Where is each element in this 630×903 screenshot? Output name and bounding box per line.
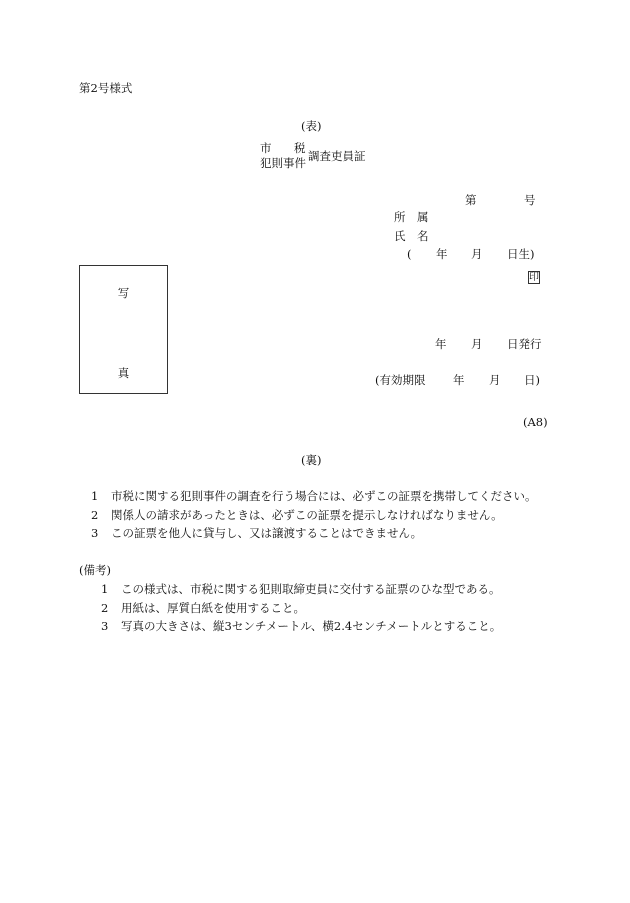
number-go: 号 (524, 193, 536, 207)
issue-month: 月 (471, 337, 483, 351)
birth-month: 月 (471, 247, 483, 261)
number-dai: 第 (465, 193, 477, 207)
title-stack-tax: 税 (294, 141, 306, 155)
issue-year: 年 (435, 337, 447, 351)
seal-char: 印 (529, 272, 539, 283)
title-main: 調査吏員証 (308, 149, 366, 163)
name-label: 氏 名 (394, 229, 429, 243)
list-item-number: 3 (101, 619, 109, 633)
validity-day: 日) (524, 373, 540, 387)
list-item-number: 2 (101, 601, 109, 615)
front-side-label: (表) (301, 119, 322, 133)
list-item-number: 3 (91, 526, 99, 540)
list-item-text: この証票を他人に貸与し、又は譲渡することはできません。 (111, 526, 423, 540)
list-item (101, 603, 305, 615)
list-item (91, 528, 422, 540)
list-item-text: 写真の大きさは、縦3センチメートル、横2.4センチメートルとすること。 (121, 619, 502, 633)
remarks-label: (備考) (79, 563, 111, 577)
list-item-text: 関係人の請求があったときは、必ずこの証票を提示しなければなりません。 (111, 508, 503, 522)
title-stack-city: 市 (260, 141, 272, 155)
photo-label-bottom: 真 (117, 366, 130, 380)
seal-stamp-box (528, 271, 540, 284)
birth-day: 日生) (507, 247, 535, 261)
form-number: 第2号様式 (79, 81, 133, 95)
list-item-text: 市税に関する犯則事件の調査を行う場合には、必ずこの証票を携帯してください。 (111, 489, 537, 503)
list-item (101, 584, 501, 596)
validity-year: 年 (453, 373, 465, 387)
photo-label-top: 写 (117, 286, 130, 300)
list-item-text: 用紙は、厚質白紙を使用すること。 (121, 601, 305, 615)
issue-day: 日発行 (507, 337, 542, 351)
birth-year: 年 (436, 247, 448, 261)
list-item (91, 491, 537, 503)
list-item-number: 1 (101, 582, 109, 596)
size-code: (A8) (523, 415, 548, 429)
back-side-label: (裏) (301, 453, 322, 467)
list-item-text: この様式は、市税に関する犯則取締吏員に交付する証票のひな型である。 (121, 582, 501, 596)
affiliation-label: 所 属 (394, 210, 429, 224)
validity-label: (有効期限 (375, 373, 426, 387)
birth-open-paren: ( (407, 247, 412, 261)
photo-box (79, 265, 168, 394)
list-item-number: 1 (91, 489, 99, 503)
list-item-number: 2 (91, 508, 99, 522)
list-item (91, 510, 503, 522)
list-item (101, 621, 501, 633)
validity-month: 月 (489, 373, 501, 387)
title-stack-case: 犯則事件 (260, 156, 306, 170)
